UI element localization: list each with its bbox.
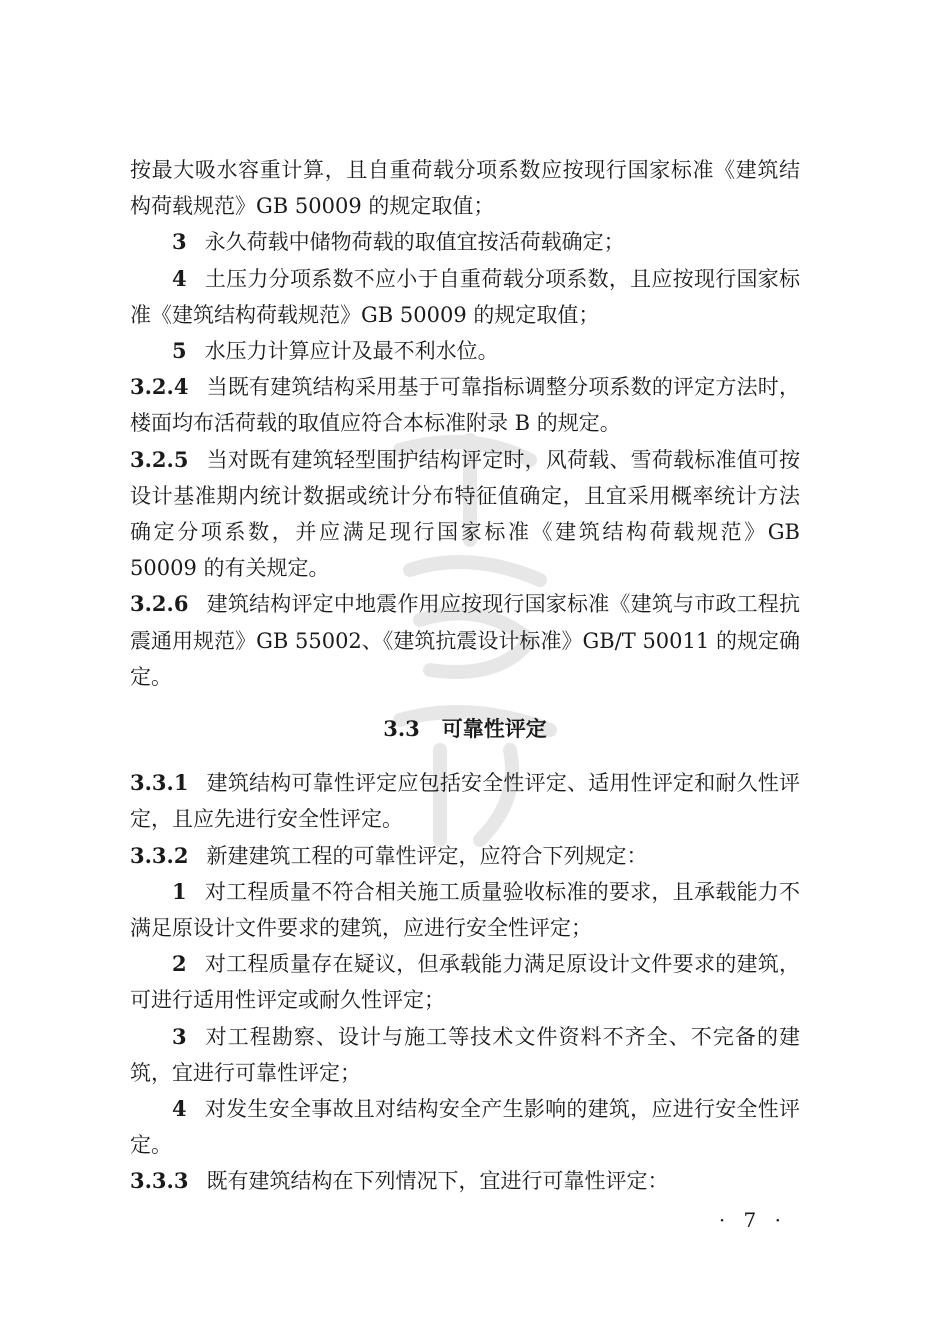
section-heading xyxy=(130,711,800,747)
paragraph xyxy=(130,838,800,874)
clause-number: 3.2.4 xyxy=(130,374,189,400)
clause-number: 3.3.3 xyxy=(130,1168,189,1194)
clause-text: 新建建筑工程的可靠性评定，应符合下列规定： xyxy=(206,843,648,868)
clause-number: 3.2.5 xyxy=(130,446,189,472)
clause-text: 建筑结构评定中地震作用应按现行国家标准《建筑与市政工程抗震通用规范》GB 55002、《建筑抗震设计标准》GB/T 50011 的规定确定。 xyxy=(130,592,800,689)
page-number: · 7 · xyxy=(718,1208,787,1232)
clause-text: 当对既有建筑轻型围护结构评定时，风荷载、雪荷载标准值可按设计基准期内统计数据或统计分布特征值确定，且宜采用概率统计方法确定分项系数，并应满足现行国家标准《建筑结构荷载规范》GB 50009 的有关规定。 xyxy=(130,447,800,581)
paragraph xyxy=(130,765,800,837)
clause-number: 3 xyxy=(172,1023,187,1049)
clause-number: 1 xyxy=(172,878,187,904)
clause-text: 对工程质量存在疑议，但承载能力满足原设计文件要求的建筑，可进行适用性评定或耐久性评定； xyxy=(130,952,800,1013)
clause-number: 4 xyxy=(172,265,187,291)
clause-number: 4 xyxy=(172,1096,187,1122)
paragraph xyxy=(130,586,800,695)
clause-text: 对工程勘察、设计与施工等技术文件资料不齐全、不完备的建筑，宜进行可靠性评定； xyxy=(130,1024,800,1085)
clause-text: 水压力计算应计及最不利水位。 xyxy=(204,339,499,364)
clause-text: 既有建筑结构在下列情况下，宜进行可靠性评定： xyxy=(206,1169,669,1194)
clause-number: 3.3.2 xyxy=(130,842,189,868)
paragraph xyxy=(130,874,800,946)
clause-number: 3 xyxy=(172,229,187,255)
section-number: 3.3 xyxy=(383,716,420,742)
paragraph xyxy=(130,369,800,441)
clause-text: 对工程质量不符合相关施工质量验收标准的要求，且承载能力不满足原设计文件要求的建筑，应进行安全性评定； xyxy=(130,879,800,941)
clause-text: 土压力分项系数不应小于自重荷载分项系数，且应按现行国家标准《建筑结构荷载规范》GB 50009 的规定取值； xyxy=(130,266,800,327)
section-title: 可靠性评定 xyxy=(441,716,547,742)
paragraph xyxy=(130,1091,800,1163)
paragraph xyxy=(130,333,800,369)
clause-text: 建筑结构可靠性评定应包括安全性评定、适用性评定和耐久性评定，且应先进行安全性评定。 xyxy=(130,771,800,832)
clause-text: 对发生安全事故且对结构安全产生影响的建筑，应进行安全性评定。 xyxy=(130,1097,800,1158)
paragraph xyxy=(130,1163,800,1199)
clause-number: 2 xyxy=(172,951,187,977)
paragraph xyxy=(130,224,800,260)
clause-text: 永久荷载中储物荷载的取值宜按活荷载确定； xyxy=(204,230,625,255)
clause-number: 5 xyxy=(172,338,187,364)
clause-text: 按最大吸水容重计算，且自重荷载分项系数应按现行国家标准《建筑结构荷载规范》GB 50009 的规定取值； xyxy=(130,158,800,219)
paragraph xyxy=(130,261,800,333)
paragraph xyxy=(130,152,800,224)
clause-number: 3.3.1 xyxy=(130,770,189,796)
clause-text: 当既有建筑结构采用基于可靠指标调整分项系数的评定方法时，楼面均布活荷载的取值应符合本标准附录 B 的规定。 xyxy=(130,375,800,436)
document-body xyxy=(130,152,800,1200)
paragraph xyxy=(130,442,800,587)
paragraph xyxy=(130,946,800,1018)
clause-number: 3.2.6 xyxy=(130,591,189,617)
paragraph xyxy=(130,1019,800,1091)
